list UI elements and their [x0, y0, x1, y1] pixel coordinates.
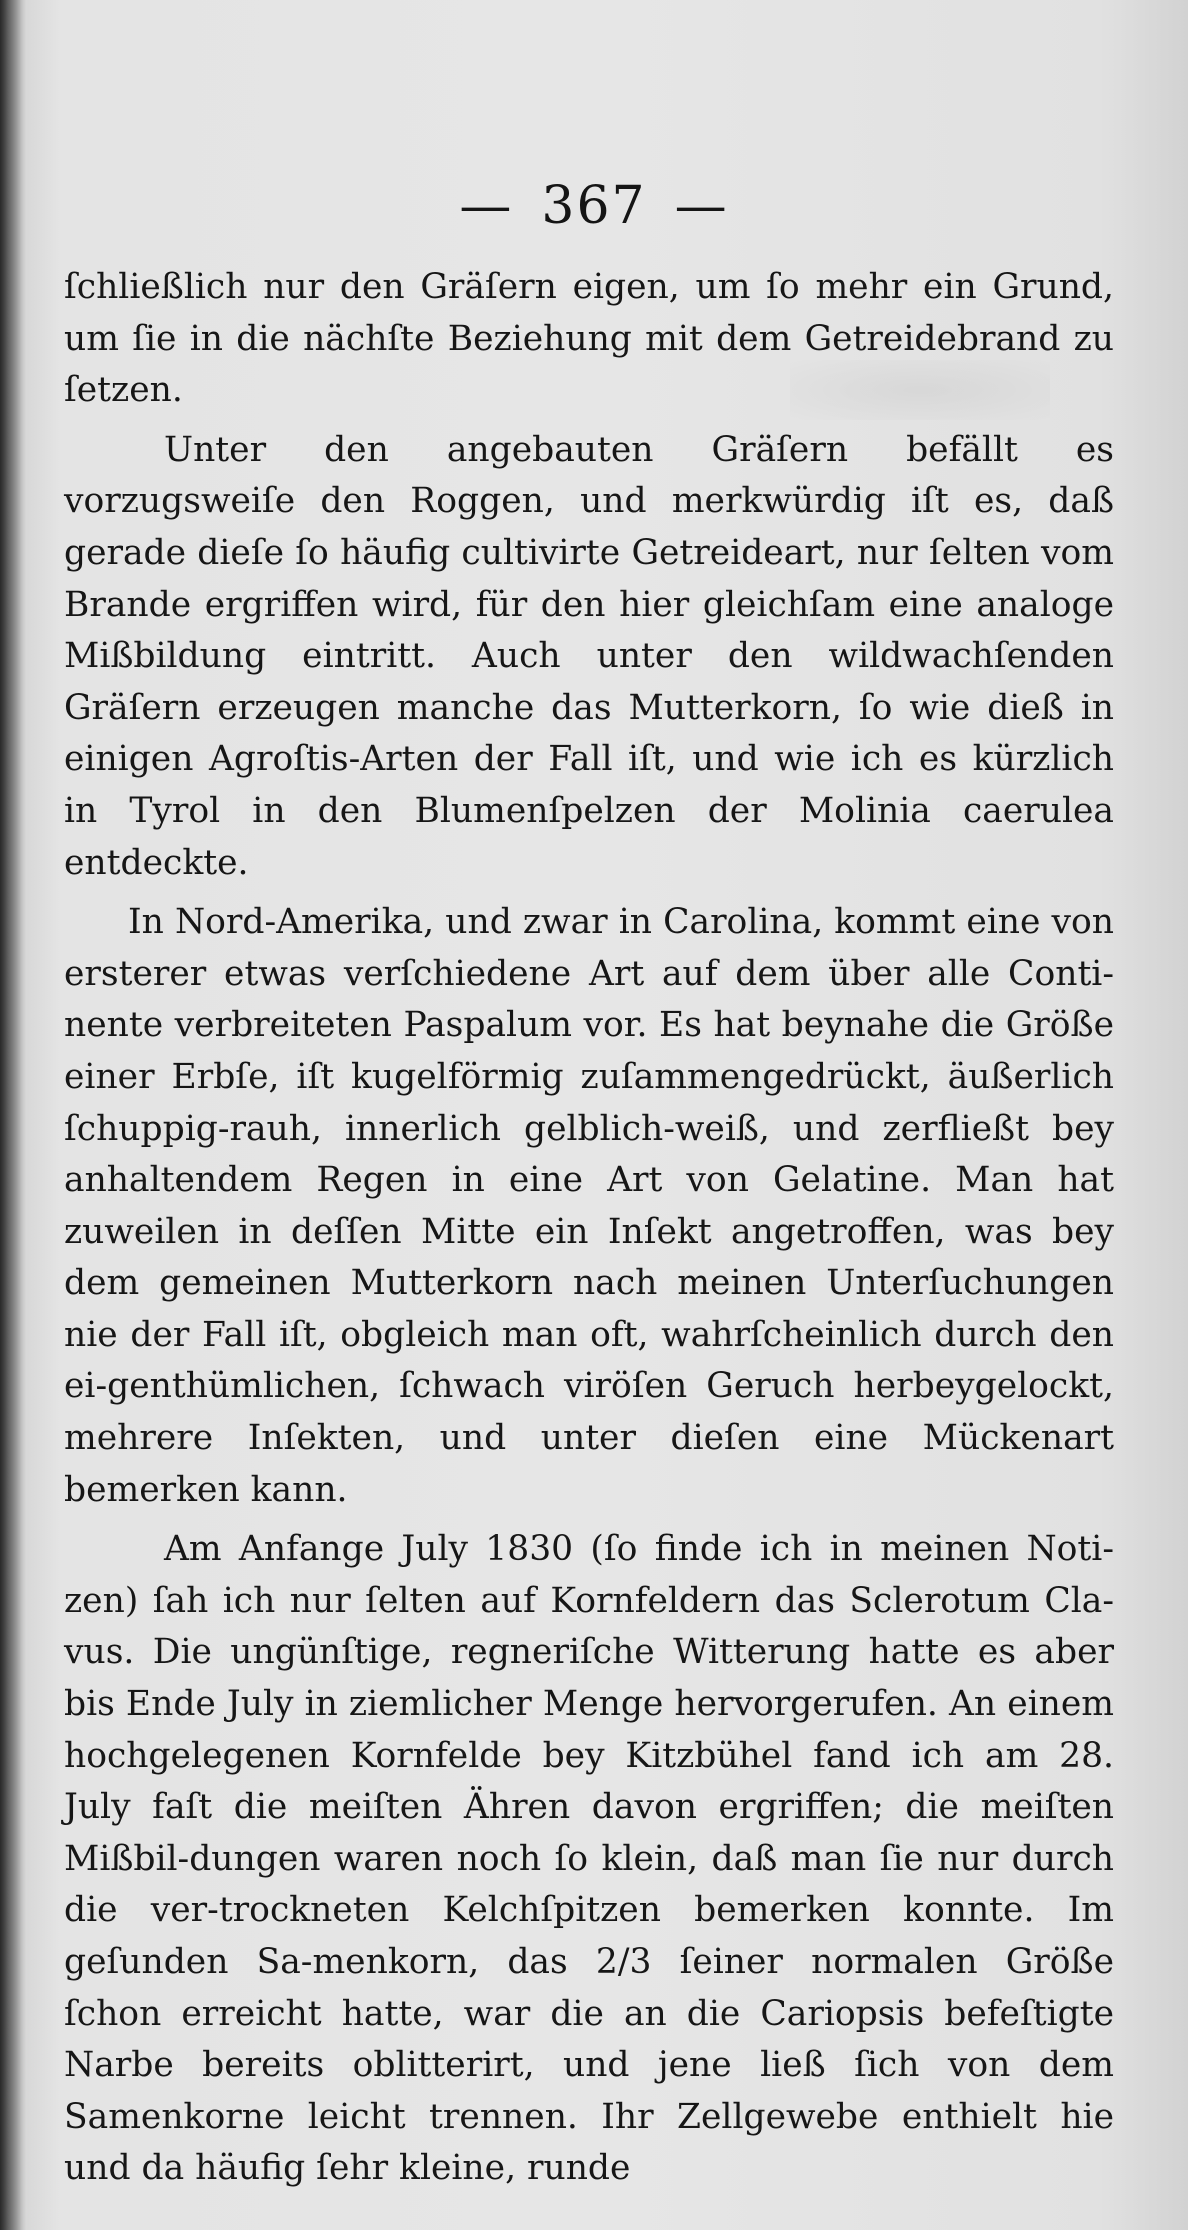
paragraph-observations-1830: Am Anfange July 1830 (ſo finde ich in meinen Noti-zen) ſah ich nur ſelten auf Kornfeldern das Sclerotum Cla-vus. Die ungünſtige, regneriſche Witterung hatte es aber bis Ende July in ziemlicher Menge hervorgerufen. An einem hochgelegenen Kornfelde bey Kitzbühel fand ich am 28. July faſt die meiſten Ähren davon ergriffen; die meiſten Mißbil-dungen waren noch ſo klein, daß man ſie nur durch die ver-trockneten Kelchſpitzen bemerken konnte. Im geſunden Sa-menkorn, das 2/3 ſeiner normalen Größe ſchon erreicht hatte, war die an die Cariopsis befeſtigte Narbe bereits oblitterirt, und jene ließ ſich von dem Samenkorne leicht trennen. Ihr Zellgewebe enthielt hie und da häufig ſehr kleine, runde: [64, 1529, 1114, 2189]
spine-shadow: [0, 0, 26, 2230]
page-number: [0, 176, 1188, 236]
page-number-dash-right: —: [674, 176, 729, 236]
paragraph-cultivated-grasses: Unter den angebauten Gräſern befällt es vorzugsweiſe den Roggen, und merkwürdig iſt es, daß gerade dieſe ſo häufig cultivirte Getreideart, nur ſelten vom Brande ergriffen wird, für den hier gleichſam eine analoge Mißbildung eintritt. Auch unter den wildwachſenden Gräſern erzeugen manche das Mutterkorn, ſo wie dieß in einigen Agroſtis-Arten der Fall iſt, und wie ich es kürzlich in Tyrol in den Blumenſpelzen der Molinia caerulea entdeckte.: [64, 429, 1114, 883]
paragraph-north-america: In Nord-Amerika, und zwar in Carolina, kommt eine von ersterer etwas verſchiedene Art auf dem über alle Conti-nente verbreiteten Paspalum vor. Es hat beynahe die Größe einer Erbſe, iſt kugelförmig zuſammengedrückt, äußerlich ſchuppig-rauh, innerlich gelblich-weiß, und zerfließt bey anhaltendem Regen in eine Art von Gelatine. Man hat zuweilen in deſſen Mitte ein Inſekt angetroffen, was bey dem gemeinen Mutterkorn nach meinen Unterſuchungen nie der Fall iſt, obgleich man oft, wahrſcheinlich durch den ei-genthümlichen, ſchwach viröſen Geruch herbeygelockt, mehrere Inſekten, und unter dieſen eine Mückenart bemerken kann.: [64, 902, 1114, 1510]
paragraph-continued: ſchließlich nur den Gräſern eigen, um ſo mehr ein Grund, um ſie in die nächſte Beziehung mit dem Getreidebrand zu ſetzen.: [64, 267, 1114, 411]
page-number-dash-left: —: [459, 176, 514, 236]
body-text: [64, 262, 1114, 2203]
page-number-value: 367: [541, 176, 647, 236]
